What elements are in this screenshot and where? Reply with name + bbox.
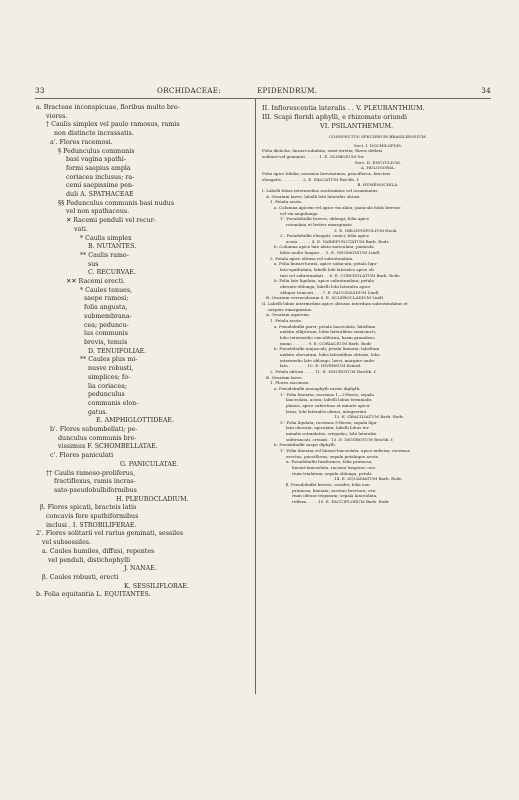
page-number-right: 34: [481, 86, 491, 95]
key-line: D. TENUIFOLIAE.: [88, 347, 147, 355]
left-column-key: [36, 104, 250, 600]
conspectus-line: I. Labelli lobus intermedius acutissimus vel acuminatus.: [262, 187, 379, 193]
key-line: nusve robusti,: [88, 365, 134, 373]
conspectus-line: rium trialatum; sepala oblonga, petala: [292, 470, 372, 476]
conspectus-line: vel vix aequilonga.: [280, 210, 319, 216]
conspectus-line: b. Folia late ligulata, apice subrotundata; petala: [274, 278, 374, 284]
conspectus-line: 1'. Folia linearia; racemus 1—3-florus; sepala: [280, 391, 374, 397]
conspectus-line: b. Pseudobulbi saepe diphylli.: [274, 442, 336, 448]
key-line: E. AMPHIGLOTTIDEAE.: [96, 417, 174, 425]
conspectus-line: 1. Petala acuta.: [270, 318, 303, 323]
conspectus-line: 2. Petala obtusa . . . . 11. E. SMUROTUM Reichb. f.: [270, 368, 377, 374]
key-line: non distincte incrassatis.: [54, 130, 134, 138]
key-line: ** Caulis ramo-: [80, 251, 129, 259]
key-line: vel non spathaceus.: [66, 208, 130, 216]
conspectus-line: β. Pseudobulbi breves, ovoidei; folia non: [286, 482, 370, 488]
conspectus-line: immo . . . . . . 9. E. CORIACEUM Barb. Rodr.: [280, 340, 373, 346]
conspectus-heading: B. HYMENOCHILA.: [357, 182, 399, 188]
key-line: folia angusta,: [84, 304, 128, 312]
key-line: duli A. SPATHACEAE: [66, 191, 134, 199]
key-continuation: [262, 104, 494, 131]
key-line: cea; peduncu-: [84, 321, 129, 329]
key-line-psilanthemum: VI. PSILANTHEMUM.: [320, 122, 394, 130]
key-line: G. PANICULATAE.: [120, 460, 179, 468]
key-line: cemi saepissime pen-: [66, 182, 135, 190]
key-line: b'. Flores subumbellati; pe-: [50, 426, 138, 434]
conspectus-line: b. Columna apice late alato-auriculata; panicula: [274, 244, 374, 250]
header-title-right: EPIDENDRUM.: [257, 86, 318, 95]
conspectus-line: Folia apice biloba; racemus brevissimus, pauciflorus, bracteis: [262, 170, 391, 176]
conspectus-line: lineari-lanceolata, racemo longiora; ova-: [292, 465, 377, 471]
conspectus-line: lanceolata, acuta; labelli lobus terminalis: [286, 397, 372, 403]
key-line: sato-pseudobulbiformibus: [54, 486, 137, 494]
conspectus-line: minalis rotundatus, crispulus; lobi laterales: [286, 431, 377, 437]
conspectus-line: 12. E. GRACILIATUM Barb. Rodr.: [334, 414, 404, 420]
conspectus-line: lata-obovata, apiculata; labelli lobus ter-: [286, 425, 370, 431]
key-line: * Caules tenues,: [80, 286, 133, 294]
key-line: submembrana-: [84, 312, 132, 320]
conspectus-line: B. Ovarium verruculosum 8. E. SCLEROCLADIUM Lindl.: [266, 295, 385, 301]
conspectus-line: acuta . . . . . 4. E. VARIEPUNCTATUM Barb. Rodr.: [286, 238, 390, 244]
key-line: vel subsessiles.: [42, 539, 92, 547]
key-line: coriacea inclusus; ra-: [66, 173, 135, 181]
key-line: a. Bracteae inconspicuae, floribus multo bre-: [36, 104, 180, 111]
key-line: pedunculus: [88, 391, 125, 399]
key-line: ✕ Racemi penduli vel recur-: [66, 217, 156, 225]
conspectus-line: rium obtuse trigonum; sepala lanceolata,: [292, 493, 378, 499]
key-line: †† Caulis ramoso-proliferus,: [46, 469, 136, 477]
conspectus-line: oblique truncati . . . 7. E. FAUCEAVIDUM Lindl.: [280, 289, 380, 295]
conspectus-line: rotundata et leviter emarginata: [286, 221, 352, 227]
key-line: saepe ramosi;: [84, 295, 129, 303]
key-line: concavis fere spathiformibus: [46, 513, 139, 521]
key-line: H. PLEUROCLADIUM.: [116, 495, 189, 503]
header-title-left: ORCHIDACEAE:: [157, 86, 222, 95]
page-number-left: 33: [35, 86, 45, 95]
conspectus-heading: CONSPECTUS SPECIERUM BRASILIENSIUM.: [328, 134, 428, 139]
key-line: lia coriacea;: [88, 382, 128, 390]
key-line: J. NANAE.: [124, 565, 157, 573]
conspectus-line: lato . . . . . . . 10. E. INVERSUM Kränzl.: [280, 363, 362, 369]
key-line: § Pedunculus communis: [58, 147, 135, 155]
key-line: §§ Pedunculus communis basi nudus: [58, 199, 175, 207]
key-line-inflorescentia: II. Inflorescentia lateralis . . V. PLEURANTHIUM.: [262, 104, 425, 112]
conspectus-line: II. Labelli lobus intermedius apice obtusus interdum subrotundatus et: [262, 301, 408, 307]
conspectus-line: a. Pseudobulbi monophylli rarius diphylli.: [274, 385, 361, 391]
key-line: gatus.: [88, 408, 108, 416]
conspectus-line: 2'. Folia ligulata; racemus 5-florus; sepala ligu-: [280, 419, 378, 425]
column-divider: [255, 98, 256, 694]
key-line: a. Caules humiles, diffusi, repentes: [42, 547, 155, 555]
conspectus-line: foliis multo longior . . 5. E. GNOMONIUM Lindl.: [280, 250, 381, 256]
conspectus-line: 1. Flores racemosi.: [270, 380, 310, 386]
conspectus-line: α. Pseudobulbi fusiformes; folia pruinosa,: [286, 459, 373, 465]
right-column: [262, 104, 494, 505]
conspectus-line: erectus, pauciflorus; sepala petalaque acuta.: [286, 453, 380, 459]
key-line: a'. Flores racemosi.: [50, 138, 113, 146]
key-line: brevis, tenuis: [84, 338, 128, 346]
key-line: fractiflexus, ramis incras-: [54, 478, 136, 486]
key-line: vel penduli, distichophylli: [48, 556, 131, 564]
key-line: β. Flores spicati, bracteis latis: [40, 504, 137, 512]
key-line: β. Caules robusti, erecti: [42, 573, 119, 581]
conspectus-line: tusi vel subrotundati . . 6. E. CORCEOLATUM Barb. Rodr.: [280, 272, 401, 278]
key-line: b. Folia equitantia L. EQUITANTES.: [36, 591, 151, 599]
key-line: † Caulis simplex vel paulo ramosus, ramis: [46, 121, 180, 129]
key-line: communis elon-: [88, 399, 139, 407]
conspectus-line: a. Pseudobulbi parvi; petala lanceolata; labellum: [274, 323, 376, 329]
key-line: vati.: [74, 225, 88, 233]
key-line: B. NUTANTES.: [88, 243, 137, 251]
conspectus-line: 1. Petala acuta.: [270, 199, 303, 205]
key-line: basi vagina spathi-: [66, 156, 126, 164]
key-line: formi saepius ampla: [66, 164, 131, 172]
conspectus-line: lobo intermedio vinculiformi, basin granuloso: [280, 334, 375, 340]
conspectus-line: ambitu obovatum, lobis lateralibus obtusis, lobo: [280, 351, 380, 357]
key-line: ✕✕ Racemi erecti.: [66, 278, 125, 286]
key-line: c'. Flores paniculati: [50, 452, 114, 460]
key-line: ** Caules plus mi-: [80, 356, 138, 364]
conspectus-line: 3. E. OBLONGIFOLIUM Hook.: [334, 227, 398, 233]
conspectus-line: a. Folia lineari-lorata, apice subacuta; petala ligu-: [274, 261, 378, 267]
conspectus-list: [262, 134, 494, 505]
conspectus-line: saepius emarginatus.: [268, 306, 313, 312]
conspectus-line: reflexa . . . . 15. E. FAUCIFLORUM Barb. Rodr.: [292, 499, 390, 504]
conspectus-heading: Sect. II. ENCYCLIUM.: [354, 159, 402, 165]
conspectus-line: 2'. Pseudobulbi elongati, conici; folia apice: [280, 233, 369, 239]
conspectus-line: 2. Petala apice obtusa vel subrotundata.: [270, 255, 354, 261]
key-line: dunculus communis bre-: [58, 434, 137, 442]
conspectus-line: intermedio late oblongo, laevi, margine undu-: [280, 357, 376, 363]
key-line: sus: [88, 260, 99, 268]
conspectus-line: a. Columna apicem vel apice vix alata; panicula foliis brevior: [274, 204, 401, 210]
key-line: inclusi . I. STROBILIFERAE.: [46, 521, 137, 529]
conspectus-line: 14. E. SQUAMATUM Barb. Rodr.: [334, 476, 403, 482]
key-line: K. SESSILIFLORAE.: [124, 582, 189, 590]
conspectus-line: latus; lobi laterales obtusi, integerrimi: [286, 408, 367, 414]
conspectus-line: lato-spathulata; labelli lobi laterales apice ob-: [280, 267, 376, 273]
conspectus-line: A. Ovarium asperum.: [266, 312, 311, 318]
conspectus-line: ambitu ellipticum, lobis lateralibus semicincti,: [280, 329, 377, 335]
conspectus-line: obovato-oblonga; labelli lobi laterales apice: [280, 284, 371, 290]
conspectus-line: B. Ovarium laeve.: [266, 374, 304, 380]
key-line: simplices; fo-: [88, 373, 131, 381]
conspectus-line: planus, apice subretuso et minute apicu-: [286, 402, 371, 408]
key-line: lus communis: [84, 330, 128, 338]
conspectus-line: b. Pseudobulbi majusculi; petala linearia; labellum: [274, 346, 380, 352]
conspectus-line: 1'. Pseudobulbi breves, oblongi; folia apice: [280, 216, 369, 222]
conspectus-line: Folia disticha, lineari-subulata, semi-teretia; flores deflexi,: [262, 148, 384, 154]
key-line: vissimus F. SCHOMBELLATAE.: [58, 443, 158, 451]
conspectus-line: 1'. Folia linearia vel lineari-lanceolata, apice indivisa; racemus: [280, 448, 410, 454]
conspectus-heading: A. HOLOGORIA.: [360, 165, 396, 171]
conspectus-line: pruinosa, linearia, racemo breviora; ova-: [292, 487, 377, 493]
key-line: C. RECURVAE.: [88, 269, 136, 277]
conspectus-line: subtruncati, crenati . 13. E. DIGGROTUM Reichb. f.: [286, 436, 394, 442]
running-header: [35, 86, 491, 98]
key-line: viores.: [46, 112, 68, 120]
conspectus-line: A. Ovarium laeve; labelli lobi laterales obtusi.: [266, 193, 361, 199]
conspectus-line: solitarii vel geminati . . . . . 1. E. GLOBOSUM Sw.: [262, 153, 365, 159]
key-line: 2'. Flores solitarii vel rarius geminati, sessiles: [36, 530, 184, 538]
conspectus-line: elongatis . . . . . . . . 2. E. FALCATUM Reichb. f.: [262, 176, 360, 182]
key-line: * Caulis simplex: [80, 234, 132, 242]
header-rule: [35, 98, 491, 99]
conspectus-heading: Sect. I. DOCHILOPSIS.: [353, 142, 403, 148]
key-line-scapi: III. Scapi floridi aphylli, e rhizomate oriundi: [262, 113, 408, 121]
